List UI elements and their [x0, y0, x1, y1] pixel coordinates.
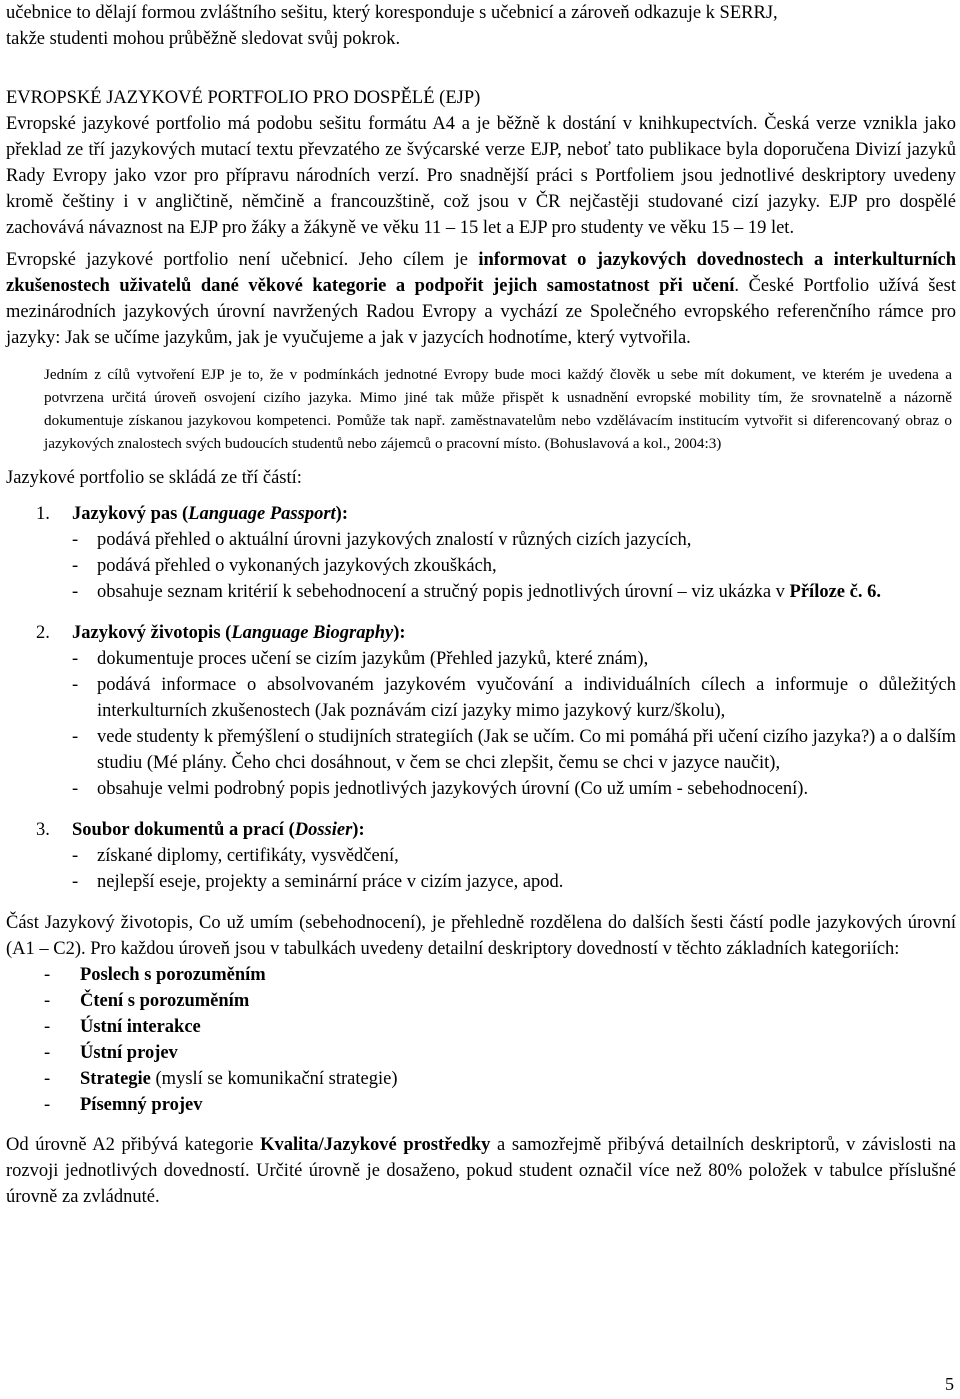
- part-title: Jazykový pas (Language Passport):: [72, 504, 348, 524]
- part-item: [6, 501, 956, 605]
- section-heading: EVROPSKÉ JAZYKOVÉ PORTFOLIO PRO DOSPĚLÉ (EJP): [6, 88, 481, 108]
- category-item: - Poslech s porozuměním: [44, 965, 266, 985]
- para2-text-c: . České Portfolio užívá šest mezinárodních jazykových úrovní navržených Radou Evropy a vychází ze Společného evropského referenčního rámce pro jazyky: Jak se učíme jazykům, jak je vyučujeme a jak v jazycích hodnotíme, který vytvořila.: [6, 276, 956, 348]
- paragraph-portfolio-description: Evropské jazykové portfolio má podobu sešitu formátu A4 a je běžně k dostání v knihkupectvích. Česká verze vznikla jako překlad ze tří jazykových mutací textu převzatého ze švýcarské verze EJP, neboť tato publikace byla doporučena Divizí jazyků Rady Evropy jako vzor pro přípravu národních verzí. Pro snadnější práci s Portfoliem jsou jednotlivé deskriptory uvedeny kromě češtiny i v angličtině, němčině a francouzštině, což jsou v ČR nejčastěji studované cizí jazyky. EJP pro dospělé zachovává návaznost na EJP pro žáky a žákyně ve věku 11 – 15 let a EJP pro studenty ve věku 15 – 19 let.: [6, 114, 956, 238]
- bullet-item: - dokumentuje proces učení se cizím jazykům (Přehled jazyků, které znám),: [72, 649, 649, 669]
- para2-bold: informovat o jazykových dovednostech a interkulturních zkušenostech uživatelů dané věkové kategorie a podpořit jejich samostatnost při učení: [6, 250, 957, 296]
- category-item: - Ústní interakce: [44, 1017, 201, 1037]
- parts-list: [6, 501, 956, 895]
- category-item: - Čtení s porozuměním: [44, 991, 250, 1011]
- parts-lead: Jazykové portfolio se skládá ze tří částí:: [6, 468, 302, 488]
- bullet-item: - obsahuje velmi podrobný popis jednotlivých jazykových úrovní (Co už umím - sebehodnocení).: [72, 779, 809, 799]
- part-item: [6, 817, 956, 895]
- bullet-item: - vede studenty k přemýšlení o studijních strategiích (Jak se učím. Co mi pomáhá při učení cizího jazyka?) a o dalším studiu (Mé plány. Čeho chci dosáhnout, v čem se chci zlepšit, čemu se chci v jazyce naučit),: [72, 727, 956, 773]
- part-title: Soubor dokumentů a prací (Dossier):: [72, 820, 365, 840]
- para2-text-a: Evropské jazykové portfolio není učebnicí. Jeho cílem je: [6, 250, 479, 270]
- part-bullets: [72, 843, 956, 895]
- part-number: 3.: [36, 820, 50, 840]
- part-bullets: [72, 646, 956, 802]
- paragraph-categories-intro: Část Jazykový životopis, Co už umím (sebehodnocení), je přehledně rozdělena do dalších šesti částí podle jazykových úrovní (A1 – C2). Pro každou úroveň jsou v tabulkách uvedeny detailní deskriptory dovedností v těchto základních kategoriích:: [6, 913, 956, 959]
- bullet-item: - nejlepší eseje, projekty a seminární práce v cizím jazyce, apod.: [72, 872, 564, 892]
- document-page: [6, 0, 956, 1210]
- intro-line-2: takže studenti mohou průběžně sledovat svůj pokrok.: [6, 29, 401, 49]
- page-number: 5: [945, 1374, 954, 1394]
- quality-category: Kvalita/Jazykové prostředky: [260, 1135, 491, 1155]
- intro-line-1: učebnice to dělají formou zvláštního sešitu, který koresponduje s učebnicí a zároveň odkazuje k SERRJ,: [6, 3, 778, 23]
- part-number: 1.: [36, 504, 50, 524]
- bullet-item: - podává přehled o aktuální úrovni jazykových znalostí v různých cizích jazycích,: [72, 530, 692, 550]
- bullet-item: - podává informace o absolvovaném jazykovém vyučování a individuálních cílech a informuje o důležitých interkulturních zkušenostech (Jak poznávám cizí jazyky mimo jazykový kurz/školu),: [72, 675, 956, 721]
- categories-list: [6, 962, 956, 1118]
- part-bullets: [72, 527, 956, 605]
- appendix-ref: Příloze č. 6.: [789, 582, 881, 602]
- paragraph-portfolio-purpose: [6, 247, 956, 351]
- bullet-item: - obsahuje seznam kritérií k sebehodnocení a stručný popis jednotlivých úrovní – viz ukázka v Příloze č. 6.: [72, 582, 881, 602]
- intro-paragraph: [6, 0, 956, 52]
- bullet-item: - získané diplomy, certifikáty, vysvědčení,: [72, 846, 399, 866]
- category-item: - Písemný projev: [44, 1095, 203, 1115]
- category-item: - Ústní projev: [44, 1043, 178, 1063]
- quotation-block: Jedním z cílů vytvoření EJP je to, že v podmínkách jednotné Evropy bude moci každý člověk u sebe mít dokument, ve kterém je uvedena a potvrzena určitá úroveň osvojení cizího jazyka. Mimo jiné tak může přispět k usnadnění evropské mobility tím, že srovnatelně a názorně dokumentuje získanou jazykovou kompetenci. Pomůže tak např. zaměstnavatelům nebo vzdělávacím institucím vytvořit si diferencovaný obraz o jazykových znalostech svých budoucích studentů nebo zájemců o pracovní místo. (Bohuslavová a kol., 2004:3): [44, 366, 952, 452]
- part-number: 2.: [36, 623, 50, 643]
- category-item: - Strategie (myslí se komunikační strategie): [44, 1069, 398, 1089]
- paragraph-levels: Od úrovně A2 přibývá kategorie Kvalita/Jazykové prostředky a samozřejmě přibývá detailních deskriptorů, v závislosti na rozvoji jednotlivých dovedností. Určité úrovně je dosaženo, pokud student označil více než 80% položek v tabulce příslušné úrovně za zvládnuté.: [6, 1135, 956, 1207]
- bullet-item: - podává přehled o vykonaných jazykových zkouškách,: [72, 556, 497, 576]
- part-title: Jazykový životopis (Language Biography):: [72, 623, 406, 643]
- part-item: [6, 620, 956, 802]
